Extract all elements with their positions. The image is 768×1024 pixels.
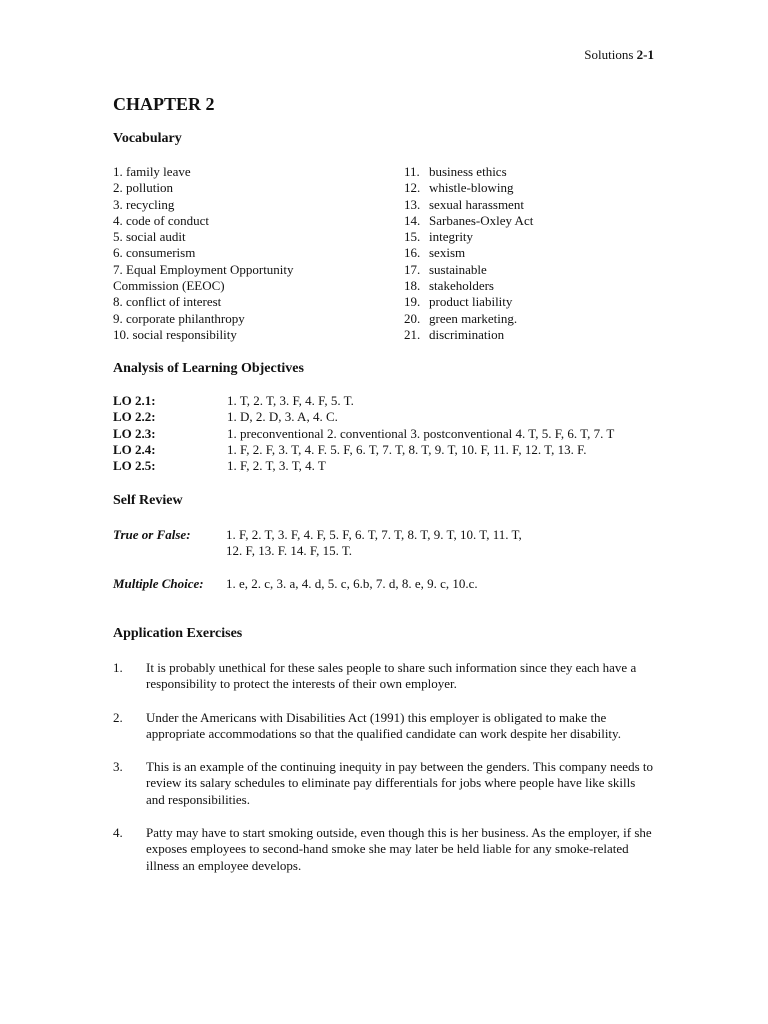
vocab-number: 18. — [404, 278, 421, 294]
vocab-item — [404, 229, 624, 245]
true-false-answers — [226, 527, 522, 560]
vocab-number: 19. — [404, 294, 421, 310]
vocab-item — [404, 278, 624, 294]
vocab-number: 14. — [404, 212, 421, 228]
vocabulary-list-right — [404, 164, 624, 343]
vocab-term: sustainable — [429, 261, 487, 277]
lo-answers: 1. D, 2. D, 3. A, 4. C. — [227, 409, 338, 425]
vocab-item — [404, 164, 624, 180]
exercise-text: Patty may have to start smoking outside, even though this is her business. As the employer, if she exposes employees to second-hand smoke she may later be held liable for any smoke-related illness an employee develops. — [146, 825, 652, 873]
exercise-text: This is an example of the continuing inequity in pay between the genders. This company needs to review its salary schedules to eliminate pay differentials for jobs where people have like skills and responsibilities. — [146, 759, 653, 807]
lo-answers: 1. preconventional 2. conventional 3. postconventional 4. T, 5. F, 6. T, 7. T — [227, 425, 615, 441]
lo-key: LO 2.5: — [113, 458, 156, 474]
exercise-text: Under the Americans with Disabilities Act (1991) this employer is obligated to make the appropriate accommodations so that the qualified candidate can work despite her disability. — [146, 709, 621, 741]
vocab-item: 6. consumerism — [113, 245, 196, 261]
vocab-term: product liability — [429, 294, 513, 310]
vocab-term: sexism — [429, 245, 466, 261]
application-exercises-heading: Application Exercises — [113, 626, 243, 641]
vocab-number: 16. — [404, 245, 421, 261]
vocab-item: 1. family leave — [113, 164, 191, 179]
vocab-number: 17. — [404, 261, 421, 277]
vocab-item — [404, 311, 624, 327]
vocab-number: 21. — [404, 326, 421, 342]
vocab-item — [404, 197, 624, 213]
self-review-heading: Self Review — [113, 493, 183, 508]
vocab-item: 7. Equal Employment Opportunity — [113, 261, 294, 277]
vocab-number: 20. — [404, 310, 421, 326]
lo-row — [113, 458, 614, 474]
lo-answers: 1. F, 2. F, 3. T, 4. F. 5. F, 6. T, 7. T, 8. T, 9. T, 10. F, 11. F, 12. T, 13. F. — [227, 441, 587, 457]
multiple-choice-answers: 1. e, 2. c, 3. a, 4. d, 5. c, 6.b, 7. d, 8. e, 9. c, 10.c. — [226, 576, 478, 591]
vocab-number: 11. — [404, 164, 420, 179]
vocab-item: 4. code of conduct — [113, 212, 210, 228]
exercise-number: 1. — [113, 660, 123, 675]
vocab-number: 15. — [404, 229, 421, 245]
lo-row — [113, 393, 614, 409]
true-false-line: 12. F, 13. F. 14. F, 15. T. — [226, 543, 353, 559]
running-header — [584, 47, 654, 63]
lo-row — [113, 409, 614, 425]
vocab-term: stakeholders — [429, 278, 494, 294]
vocab-number: 13. — [404, 196, 421, 212]
page-number: 2-1 — [636, 47, 654, 62]
vocab-item: 9. corporate philanthropy — [113, 310, 245, 326]
application-exercises-list — [113, 660, 653, 891]
exercise-item — [113, 660, 653, 693]
true-false-label: True or False: — [113, 527, 191, 542]
lo-row — [113, 442, 614, 458]
running-header-label: Solutions — [584, 47, 637, 62]
vocabulary-heading: Vocabulary — [113, 131, 182, 146]
vocab-item: 5. social audit — [113, 229, 186, 245]
lo-answers: 1. T, 2. T, 3. F, 4. F, 5. T. — [227, 393, 354, 408]
lo-row — [113, 426, 614, 442]
vocab-term: whistle-blowing — [429, 180, 514, 196]
exercise-item — [113, 825, 653, 874]
vocab-item — [404, 213, 624, 229]
exercise-item — [113, 759, 653, 808]
multiple-choice-label: Multiple Choice: — [113, 576, 204, 591]
vocab-item — [404, 180, 624, 196]
vocab-term: discrimination — [429, 326, 505, 342]
vocab-item — [404, 327, 624, 343]
true-false-line: 1. F, 2. T, 3. F, 4. F, 5. F, 6. T, 7. T, 8. T, 9. T, 10. T, 11. T, — [226, 527, 522, 542]
exercise-number: 2. — [113, 709, 123, 725]
lo-key: LO 2.3: — [113, 425, 156, 441]
multiple-choice-row — [113, 576, 478, 592]
vocab-item — [404, 294, 624, 310]
lo-answers: 1. F, 2. T, 3. T, 4. T — [227, 458, 326, 474]
vocab-item — [404, 245, 624, 261]
vocab-item: 2. pollution — [113, 180, 173, 196]
exercise-item — [113, 710, 653, 743]
lo-key: LO 2.2: — [113, 409, 156, 425]
vocab-item: 8. conflict of interest — [113, 294, 222, 310]
exercise-number: 4. — [113, 825, 123, 841]
vocab-term: integrity — [429, 229, 474, 245]
vocab-number: 12. — [404, 180, 421, 196]
vocabulary-list-left — [113, 164, 373, 343]
chapter-title: CHAPTER 2 — [113, 94, 215, 114]
exercise-number: 3. — [113, 759, 123, 775]
lo-key: LO 2.4: — [113, 441, 156, 457]
learning-objectives-heading: Analysis of Learning Objectives — [113, 361, 304, 376]
vocab-term: sexual harassment — [429, 196, 524, 212]
vocab-item: Commission (EEOC) — [113, 278, 225, 294]
vocab-term: business ethics — [429, 164, 507, 179]
vocab-item — [404, 262, 624, 278]
learning-objectives-table — [113, 393, 614, 474]
lo-key: LO 2.1: — [113, 393, 156, 408]
vocab-item: 3. recycling — [113, 196, 175, 212]
true-false-row — [113, 527, 522, 560]
vocab-item: 10. social responsibility — [113, 326, 237, 342]
vocab-term: Sarbanes-Oxley Act — [429, 212, 534, 228]
vocab-term: green marketing. — [429, 310, 518, 326]
exercise-text: It is probably unethical for these sales people to share such information since they each have a responsibility to protect the interests of their own employer. — [146, 660, 637, 692]
